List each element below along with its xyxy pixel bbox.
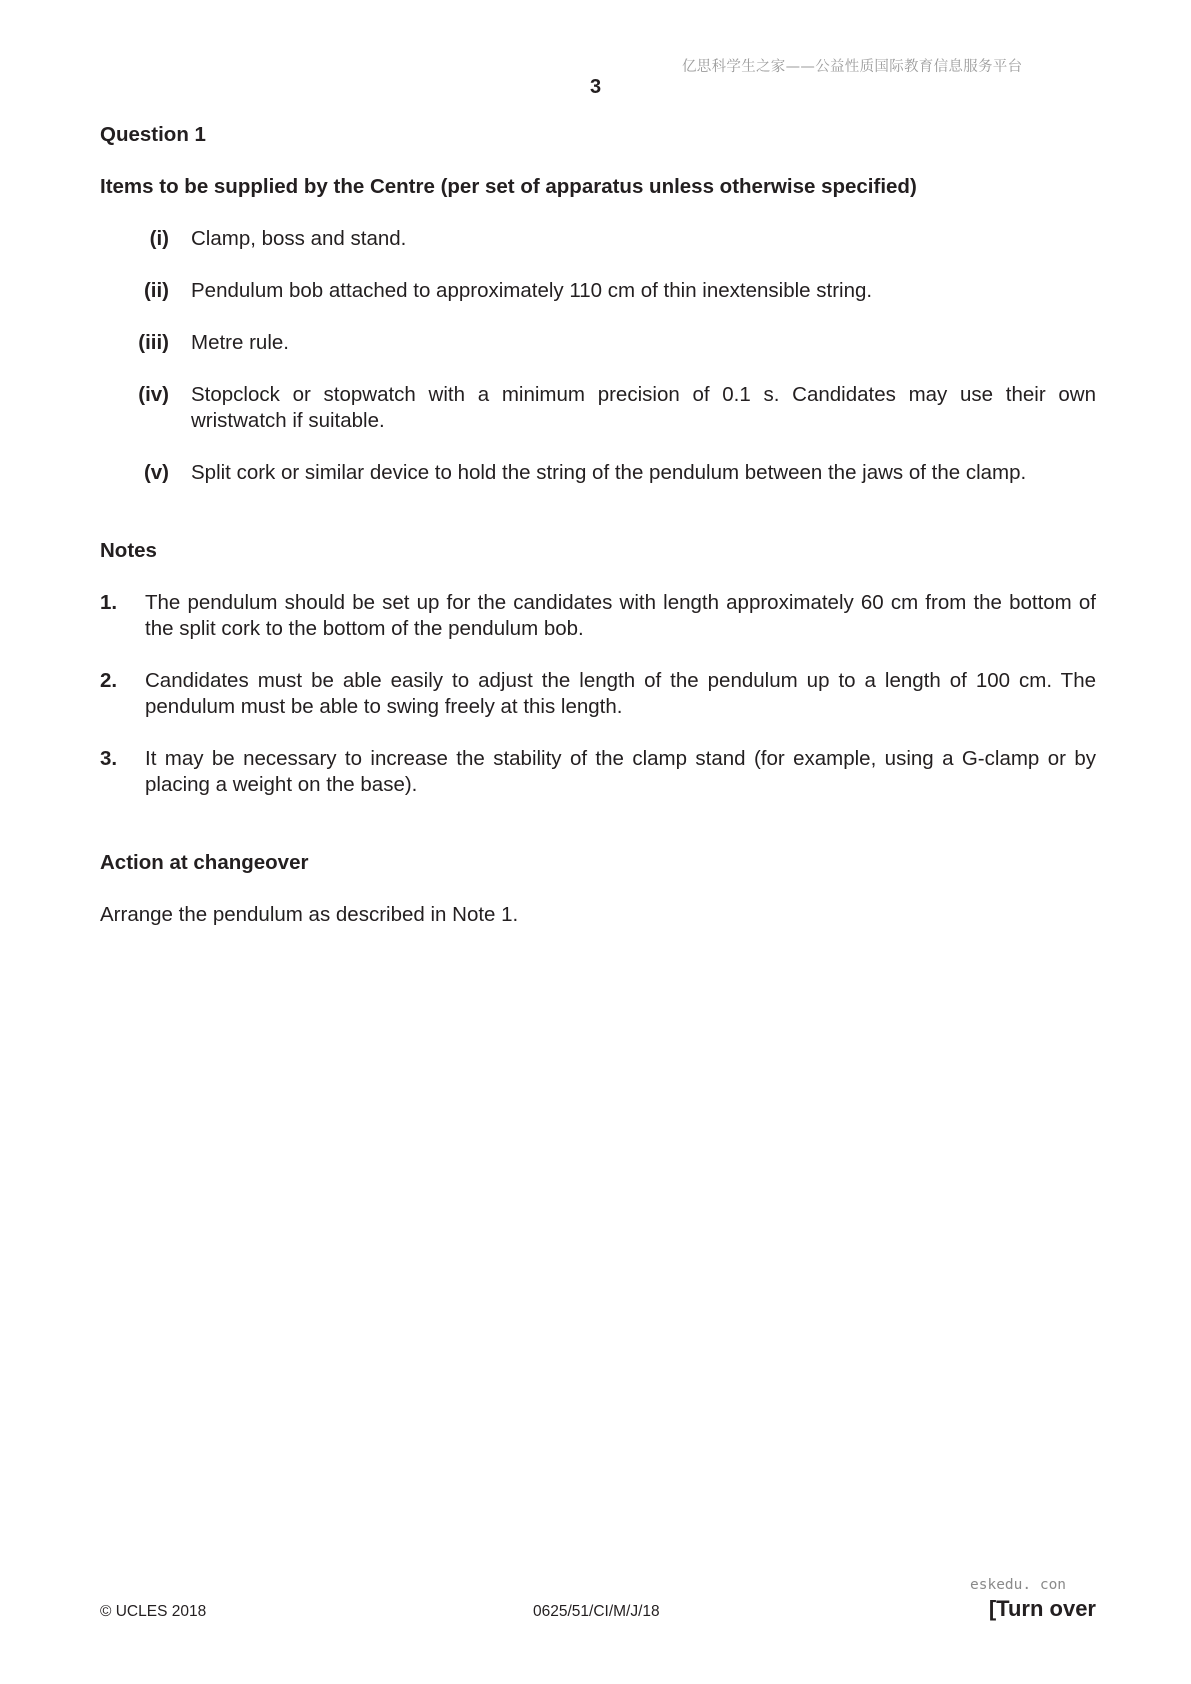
question-title: Question 1 <box>100 123 206 146</box>
item-number: (ii) <box>143 279 169 302</box>
item-number: (i) <box>149 227 169 250</box>
page-number: 3 <box>589 76 602 98</box>
item-text: Stopclock or stopwatch with a minimum precision of 0.1 s. Candidates may use their own wristwatch if suitable. <box>191 383 1096 432</box>
list-item <box>100 668 1096 720</box>
list-item <box>100 330 1096 356</box>
item-text: Metre rule. <box>191 331 289 354</box>
note-text: The pendulum should be set up for the candidates with length approximately 60 cm from the bottom of the split cork to the bottom of the pendulum bob. <box>145 591 1096 640</box>
item-text: Pendulum bob attached to approximately 110 cm of thin inextensible string. <box>191 279 873 302</box>
note-text: It may be necessary to increase the stability of the clamp stand (for example, using a G-clamp or by placing a weight on the base). <box>145 747 1096 796</box>
turn-over-label: [Turn over <box>988 1596 1096 1621</box>
list-item <box>100 590 1096 642</box>
item-number: (v) <box>143 461 169 484</box>
item-number: (iii) <box>138 331 169 354</box>
note-number: 2. <box>100 669 118 692</box>
notes-heading: Notes <box>100 539 157 562</box>
action-heading: Action at changeover <box>100 851 309 874</box>
note-number: 3. <box>100 747 118 770</box>
items-list <box>100 226 1096 486</box>
list-item <box>100 746 1096 798</box>
note-number: 1. <box>100 591 118 614</box>
item-text: Clamp, boss and stand. <box>191 227 407 250</box>
page-content <box>100 122 1096 928</box>
list-item <box>100 278 1096 304</box>
paper-code: 0625/51/CI/M/J/18 <box>533 1603 660 1620</box>
note-text: Candidates must be able easily to adjust the length of the pendulum up to a length of 100 cm. The pendulum must be able to swing freely at this length. <box>145 669 1096 718</box>
list-item <box>100 382 1096 434</box>
list-item <box>100 226 1096 252</box>
list-item <box>100 460 1096 486</box>
watermark-top: 亿思科学生之家——公益性质国际教育信息服务平台 <box>682 59 1023 75</box>
action-text: Arrange the pendulum as described in Note 1. <box>100 903 519 926</box>
notes-list <box>100 590 1096 798</box>
watermark-bottom: eskedu. con <box>970 1577 1067 1593</box>
item-number: (iv) <box>138 383 169 406</box>
items-heading: Items to be supplied by the Centre (per set of apparatus unless otherwise specified) <box>100 175 917 198</box>
item-text: Split cork or similar device to hold the string of the pendulum between the jaws of the clamp. <box>191 461 1027 484</box>
copyright-notice: © UCLES 2018 <box>100 1603 207 1620</box>
